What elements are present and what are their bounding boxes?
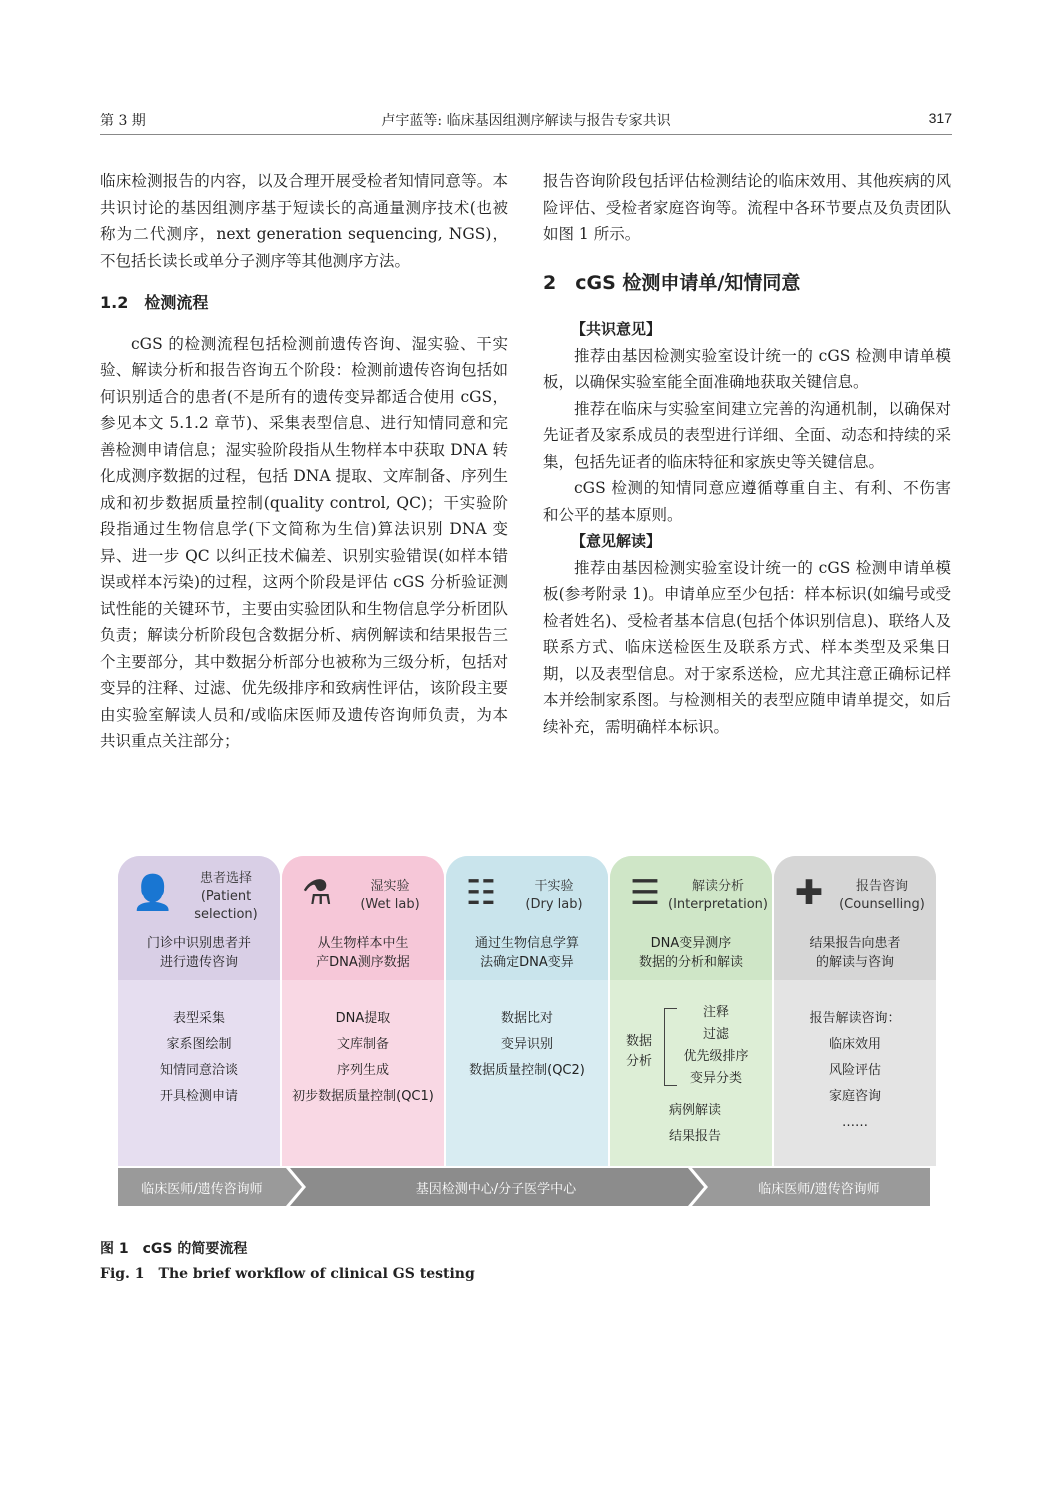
stage-item: 家庭咨询 bbox=[828, 1089, 881, 1104]
bar-label-middle: 基因检测中心/分子医学中心 bbox=[415, 1182, 577, 1197]
stage-desc-2: 产DNA测序数据 bbox=[316, 955, 410, 970]
stage-item: 初步数据质量控制(QC1) bbox=[292, 1089, 434, 1104]
section-heading-1-2: 1.2 检测流程 bbox=[100, 293, 209, 312]
figure-caption-cn: 图 1 cGS 的简要流程 bbox=[100, 1241, 248, 1257]
stage-item: DNA提取 bbox=[335, 1011, 391, 1026]
running-header bbox=[100, 108, 952, 135]
left-column bbox=[100, 168, 508, 755]
analysis-item: 过滤 bbox=[702, 1027, 729, 1042]
running-title: 卢宇蓝等: 临床基因组测序解读与报告专家共识 bbox=[381, 113, 671, 129]
stage-title-en-2: selection) bbox=[194, 907, 258, 922]
stage-item: 知情同意洽谈 bbox=[159, 1063, 238, 1078]
stage-desc: 从生物样本中生 bbox=[317, 936, 409, 951]
stage-item: 表型采集 bbox=[172, 1011, 225, 1026]
stage-counselling bbox=[774, 856, 936, 1166]
stage-title-en: (Dry lab) bbox=[525, 897, 583, 912]
stage-title-en: (Patient bbox=[200, 889, 252, 904]
interpretation-1: 推荐由基因检测实验室设计统一的 cGS 检测申请单模板(参考附录 1)。申请单应至少包括：样本标识(如编号或受检者姓名)、受检者基本信息(包括个体识别信息)、联络人及联系方式、临床送检医生及联系方式、样本类型及采集日期，以及表型信息。对于家系送检，应尤其注意正确标记样本并绘制家系图。与检测相关的表型应随申请单提交，如后续补充，需明确样本标识。 bbox=[543, 558, 951, 736]
data-analysis-block bbox=[610, 980, 772, 1166]
stage-title: 解读分析 bbox=[691, 879, 744, 894]
analysis-item: 优先级排序 bbox=[683, 1049, 749, 1064]
nurse-icon: ✚ bbox=[794, 873, 824, 913]
stage-desc-2: 法确定DNA变异 bbox=[480, 955, 574, 970]
stage-desc-2: 数据的分析和解读 bbox=[638, 955, 743, 970]
data-analysis-label: 数据 bbox=[626, 1034, 653, 1049]
section-heading-2: 2 cGS 检测申请单/知情同意 bbox=[543, 271, 801, 294]
stage-title-en: (Interpretation) bbox=[668, 897, 768, 912]
stage-desc: 通过生物信息学算 bbox=[474, 936, 579, 951]
stage-title: 患者选择 bbox=[199, 871, 252, 886]
stage-item: 报告解读咨询： bbox=[809, 1011, 901, 1026]
stage-item: 临床效用 bbox=[828, 1037, 881, 1052]
stage-item: 风险评估 bbox=[828, 1063, 881, 1078]
consensus-2: 推荐在临床与实验室间建立完善的沟通机制，以确保对先证者及家系成员的表型进行详细、全面、动态和持续的采集，包括先证者的临床特征和家族史等关键信息。 bbox=[543, 399, 951, 471]
stage-item: …… bbox=[842, 1115, 868, 1130]
stage-desc: 结果报告向患者 bbox=[809, 936, 901, 951]
analysis-item: 注释 bbox=[702, 1005, 729, 1020]
data-analysis-label-2: 分析 bbox=[626, 1054, 653, 1069]
analysis-extra: 病例解读 bbox=[668, 1103, 721, 1118]
analysis-extra: 结果报告 bbox=[668, 1129, 721, 1144]
consensus-3: cGS 检测的知情同意应遵循尊重自主、有利、不伤害和公平的基本原则。 bbox=[543, 479, 951, 524]
consensus-label: 【共识意见】 bbox=[571, 320, 662, 338]
stage-patient-selection bbox=[118, 856, 280, 1166]
stage-item: 序列生成 bbox=[336, 1063, 389, 1078]
stage-desc: 门诊中识别患者并 bbox=[146, 936, 251, 951]
stage-title-en: (Counselling) bbox=[839, 897, 925, 912]
stage-item: 数据比对 bbox=[500, 1011, 553, 1026]
stage-item: 家系图绘制 bbox=[166, 1037, 232, 1052]
left-paragraph-2: cGS 的检测流程包括检测前遗传咨询、湿实验、干实验、解读分析和报告咨询五个阶段：检测前遗传咨询包括如何识别适合的患者(不是所有的遗传变异都适合使用 cGS，参见本文 5.1.2 章节)、采集表型信息、进行知情同意和完善检测申请信息；湿实验阶段指从生物样本中获取 DNA 转化成测序数据的过程，包括 DNA 提取、文库制备、序列生成和初步数据质量控制(quality control, QC)；干实验阶段指通过生物信息学(下文简称为生信)算法识别 DNA 变异、进一步 QC 以纠正技术偏差、识别实验错误(如样本错误或样本污染)的过程，这两个阶段是评估 cGS 分析验证测试性能的关键环节，主要由实验团队和生物信息学分析团队负责；解读分析阶段包含数据分析、病例解读和结果报告三个主要部分，其中数据分析部分也被称为三级分析，包括对变异的注释、过滤、优先级排序和致病性评估，该阶段主要由实验室解读人员和/或临床医师及遗传咨询师负责，为本共识重点关注部分； bbox=[100, 334, 508, 750]
stage-title: 湿实验 bbox=[370, 879, 410, 894]
page-number: 317 bbox=[928, 110, 952, 126]
stage-items bbox=[446, 1006, 608, 1084]
stage-title: 干实验 bbox=[534, 879, 574, 894]
stage-items bbox=[774, 1006, 936, 1136]
right-paragraph-1: 报告咨询阶段包括评估检测结论的临床效用、其他疾病的风险评估、受检者家庭咨询等。流程中各环节要点及负责团队如图 1 所示。 bbox=[543, 172, 951, 243]
stage-item: 数据质量控制(QC2) bbox=[469, 1063, 585, 1078]
consensus-1: 推荐由基因检测实验室设计统一的 cGS 检测申请单模板，以确保实验室能全面准确地获取关键信息。 bbox=[543, 346, 951, 391]
issue-number: 第 3 期 bbox=[100, 113, 146, 129]
doctor-icon: 👤 bbox=[131, 873, 175, 913]
bar-label-left: 临床医师/遗传咨询师 bbox=[141, 1182, 263, 1197]
stage-item: 变异识别 bbox=[500, 1037, 553, 1052]
stage-interpretation bbox=[610, 856, 772, 1166]
figure-caption-en: Fig. 1 The brief workflow of clinical GS testing bbox=[100, 1266, 475, 1282]
bar-label-right: 临床医师/遗传咨询师 bbox=[758, 1182, 880, 1197]
left-paragraph-1: 临床检测报告的内容，以及合理开展受检者知情同意等。本共识讨论的基因组测序基于短读长的高通量测序技术(也被称为二代测序，next generation sequencing, NGS)，不包括长读长或单分子测序等其他测序方法。 bbox=[100, 172, 508, 270]
stage-title: 报告咨询 bbox=[855, 879, 908, 894]
dna-icon: ☷ bbox=[465, 873, 497, 913]
stage-desc-2: 的解读与咨询 bbox=[815, 955, 894, 970]
stage-title-en: (Wet lab) bbox=[360, 897, 420, 912]
stage-dry-lab bbox=[446, 856, 608, 1166]
interpretation-label: 【意见解读】 bbox=[571, 532, 662, 550]
workflow-figure bbox=[118, 856, 934, 1208]
stage-desc-2: 进行遗传咨询 bbox=[159, 955, 238, 970]
right-column bbox=[543, 168, 951, 740]
analysis-item: 变异分类 bbox=[689, 1071, 742, 1086]
stage-items bbox=[282, 1006, 444, 1110]
stage-desc: DNA变异测序 bbox=[650, 936, 732, 951]
stage-item: 开具检测申请 bbox=[159, 1089, 238, 1104]
flask-icon: ⚗ bbox=[301, 873, 333, 913]
stage-items bbox=[118, 1006, 280, 1110]
scroll-icon: ☰ bbox=[629, 873, 661, 913]
stage-item: 文库制备 bbox=[336, 1037, 389, 1052]
stage-wet-lab bbox=[282, 856, 444, 1166]
